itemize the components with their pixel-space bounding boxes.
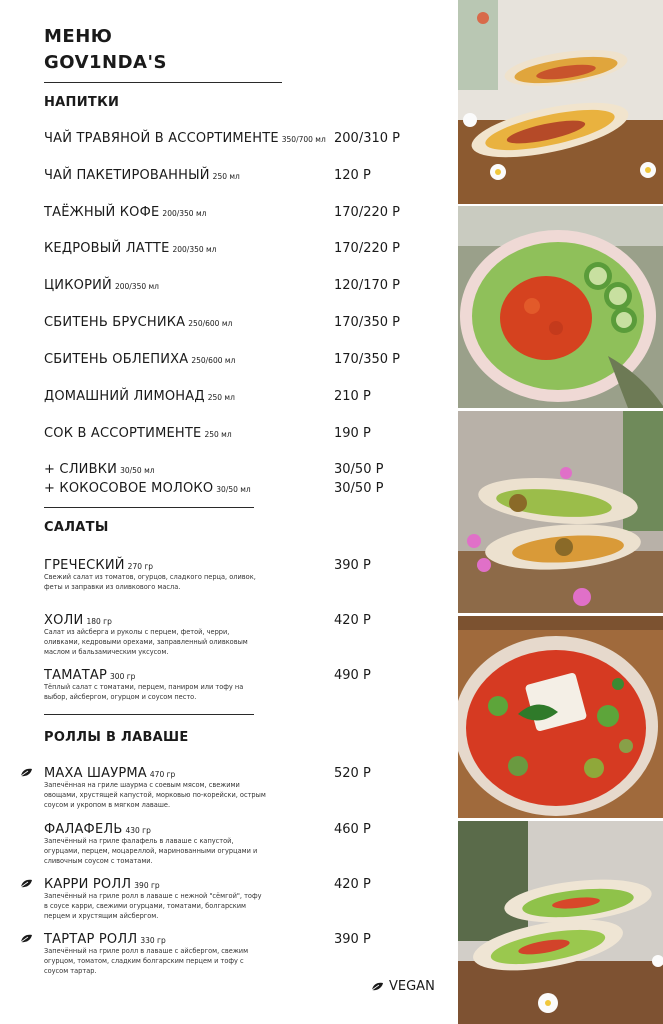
salad-price: 490 Р [334, 668, 371, 683]
section-title-rolls: РОЛЛЫ В ЛАВАШЕ [44, 730, 189, 745]
restaurant-name: GOV1NDA'S [44, 52, 167, 73]
drink-volume: 200/350 мл [162, 209, 207, 218]
roll-item [44, 932, 166, 947]
salad-weight: 180 гр [86, 617, 112, 626]
drink-item [44, 389, 235, 404]
drink-name: ЧАЙ ТРАВЯНОЙ В АССОРТИМЕНТЕ [44, 131, 279, 146]
vegan-leaf-icon [20, 768, 33, 777]
salad-bowl-photo [458, 206, 663, 408]
header-divider [44, 82, 282, 83]
salad-name: ТАМАТАР [44, 668, 108, 683]
salad-weight: 300 гр [110, 672, 136, 681]
drink-name: СБИТЕНЬ ОБЛЕПИХА [44, 352, 189, 367]
vegan-leaf-icon [20, 879, 33, 888]
roll-price: 520 Р [334, 766, 371, 781]
roll-price: 460 Р [334, 822, 371, 837]
drink-volume: 200/350 мл [172, 245, 217, 254]
drink-volume: 250/600 мл [188, 319, 233, 328]
roll-weight: 390 гр [134, 881, 160, 890]
salad-price: 420 Р [334, 613, 371, 628]
roll-price: 390 Р [334, 932, 371, 947]
wrap-roll-photo [458, 0, 663, 204]
drink-price: 210 Р [334, 389, 371, 404]
addon-name: + КОКОСОВОЕ МОЛОКО [44, 481, 214, 496]
salad-description: Свежий салат из томатов, огурцов, сладкого перца, оливок, феты и заправки из оливкового масла. [44, 573, 256, 591]
drink-name: ЧАЙ ПАКЕТИРОВАННЫЙ [44, 168, 210, 183]
drink-item [44, 241, 216, 256]
salad-weight: 270 гр [127, 562, 154, 571]
roll-name: ФАЛАФЕЛЬ [44, 822, 123, 837]
roll-description: Запечённый на гриле фалафель в лаваше с капустой, огурцами, перцем, моцареллой, маринованными огурцами и сливочным соусом с томатами. [44, 837, 258, 865]
falafel-roll-photo [458, 411, 663, 613]
addon-item [44, 481, 251, 496]
salad-name: ГРЕЧЕСКИЙ [44, 558, 125, 573]
roll-item [44, 766, 175, 781]
addon-volume: 30/50 мл [120, 466, 155, 475]
drink-name: СБИТЕНЬ БРУСНИКА [44, 315, 186, 330]
drink-item [44, 315, 232, 330]
drink-price: 170/350 Р [334, 315, 400, 330]
drink-name: КЕДРОВЫЙ ЛАТТЕ [44, 241, 170, 256]
section-divider [44, 507, 254, 508]
salad-item [44, 668, 135, 683]
salad-name: ХОЛИ [44, 613, 84, 628]
drink-item [44, 205, 206, 220]
drink-price: 170/350 Р [334, 352, 400, 367]
drink-price: 170/220 Р [334, 241, 400, 256]
drink-name: ДОМАШНИЙ ЛИМОНАД [44, 389, 205, 404]
drink-name: ЦИКОРИЙ [44, 278, 112, 293]
drink-name: СОК В АССОРТИМЕНТЕ [44, 426, 202, 441]
drink-price: 200/310 Р [334, 131, 400, 146]
addon-price: 30/50 Р [334, 481, 384, 496]
drink-price: 190 Р [334, 426, 371, 441]
vegan-leaf-icon [20, 934, 33, 943]
addon-price: 30/50 Р [334, 462, 384, 477]
drink-volume: 350/700 мл [281, 135, 326, 144]
salad-price: 390 Р [334, 558, 371, 573]
photo-column [458, 0, 663, 1024]
roll-price: 420 Р [334, 877, 371, 892]
drink-item [44, 278, 159, 293]
drink-volume: 250 мл [204, 430, 232, 439]
drink-item [44, 426, 232, 441]
drink-volume: 250/600 мл [191, 356, 236, 365]
roll-description: Запечённый на гриле ролл в лаваше с айсбергом, свежим огурцом, томатом, сладким болгарским перцем и тофу с соусом тартар. [44, 947, 249, 975]
drink-price: 120/170 Р [334, 278, 400, 293]
section-title-salads: САЛАТЫ [44, 520, 109, 535]
salad-description: Салат из айсберга и руколы с перцем, фетой, черри, оливками, кедровыми орехами, заправленный оливковым маслом и бальзамическим уксусом. [44, 628, 248, 656]
roll-weight: 470 гр [149, 770, 176, 779]
addon-volume: 30/50 мл [216, 485, 251, 494]
drink-price: 120 Р [334, 168, 371, 183]
roll-name: МАХА ШАУРМА [44, 766, 147, 781]
drink-price: 170/220 Р [334, 205, 400, 220]
roll-item [44, 877, 160, 892]
addon-item [44, 462, 155, 477]
addon-name: + СЛИВКИ [44, 462, 118, 477]
tartar-roll-photo [458, 821, 663, 1024]
roll-weight: 330 гр [140, 936, 166, 945]
drink-volume: 250 мл [212, 172, 240, 181]
salad-item [44, 613, 112, 628]
section-divider [44, 714, 254, 715]
drink-item [44, 131, 326, 146]
vegan-leaf-icon [371, 982, 384, 991]
roll-description: Запечённая на гриле шаурма с соевым мясом, свежими овощами, хрустящей капустой, морковью по-корейски, острым соусом и укропом в мягком лаваше. [44, 781, 266, 809]
drink-name: ТАЁЖНЫЙ КОФЕ [44, 205, 160, 220]
drink-volume: 200/350 мл [114, 282, 159, 291]
drink-item [44, 168, 240, 183]
salad-description: Тёплый салат с томатами, перцем, паниром или тофу на выбор, айсбергом, огурцом и соусом песто. [44, 683, 244, 701]
roll-weight: 430 гр [125, 826, 151, 835]
salad-item [44, 558, 153, 573]
roll-name: ТАРТАР РОЛЛ [44, 932, 138, 947]
section-title-drinks: НАПИТКИ [44, 95, 120, 110]
roll-description: Запечённый на гриле ролл в лаваше с нежной "сёмгой", тофу в соусе карри, свежими огурцами, томатами, болгарским перцем и хрустящим айсбергом. [44, 892, 262, 920]
drink-item [44, 352, 235, 367]
drink-volume: 250 мл [207, 393, 235, 402]
menu-title: МЕНЮ [44, 26, 113, 47]
greek-salad-photo [458, 616, 663, 818]
vegan-legend [371, 979, 435, 994]
vegan-legend-label: VEGAN [389, 979, 435, 994]
roll-item [44, 822, 151, 837]
roll-name: КАРРИ РОЛЛ [44, 877, 132, 892]
